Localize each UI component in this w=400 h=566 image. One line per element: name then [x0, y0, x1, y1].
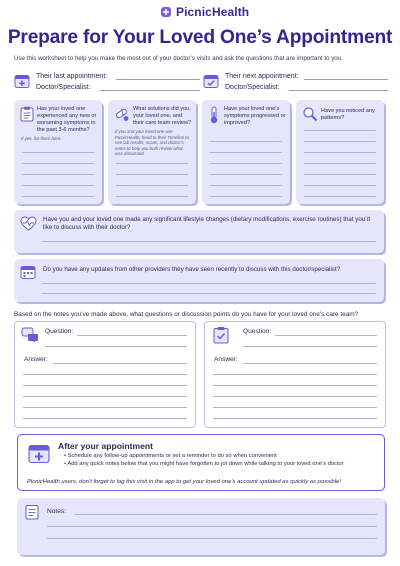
calendar-check-icon — [203, 73, 219, 89]
answer-line[interactable] — [243, 363, 377, 364]
answer-line[interactable] — [304, 152, 376, 153]
answer-line[interactable] — [275, 335, 377, 336]
page-title: Prepare for Your Loved One’s Appointment — [7, 27, 393, 48]
notes-label: Notes: — [47, 508, 67, 515]
page-subtitle: Use this worksheet to help you make the most out of your doctor’s visits and ask the questions that are important to you. — [14, 55, 343, 62]
answer-line[interactable] — [116, 174, 188, 175]
after-note: PicnicHealth users, don’t forget to log this visit in the app to get your loved one’s account updated as quickly as possible! — [27, 479, 341, 485]
last-doctor-field[interactable] — [100, 90, 200, 91]
question-hint: If you and your loved one use PicnicHealth, head to their Timeline to see lab results, scans, and doctor’s notes to help you both review what was discussed. — [115, 129, 189, 156]
next-doctor-label: Doctor/Specialist: — [225, 84, 280, 91]
answer-line[interactable] — [210, 141, 282, 142]
calendar-plus-icon — [14, 73, 30, 89]
question-card-lifestyle — [14, 210, 384, 253]
answer-line[interactable] — [116, 163, 188, 164]
last-appointment-block — [14, 69, 204, 97]
answer-line[interactable] — [243, 346, 377, 347]
answer-line[interactable] — [210, 196, 282, 197]
answer-line[interactable] — [23, 385, 187, 386]
question-card-providers — [14, 259, 384, 302]
magnifier-icon — [302, 106, 318, 122]
after-bullets — [64, 452, 382, 469]
last-doctor-label: Doctor/Specialist: — [36, 84, 91, 91]
answer-line[interactable] — [210, 152, 282, 153]
clipboard-check-icon — [213, 326, 229, 344]
answer-line[interactable] — [304, 141, 376, 142]
next-appointment-label: Their next appointment: — [225, 73, 299, 80]
question-card-patterns — [296, 100, 384, 204]
answer-line[interactable] — [23, 418, 187, 419]
answer-line[interactable] — [23, 374, 187, 375]
brand-name: PicnicHealth — [176, 5, 250, 19]
next-appointment-block — [203, 69, 393, 97]
answer-line[interactable] — [22, 185, 94, 186]
thermometer-icon — [209, 106, 219, 124]
picnichealth-logo-icon — [160, 6, 172, 18]
question-label: Question: — [243, 328, 272, 335]
chat-icon — [21, 327, 39, 343]
calendar-icon — [20, 264, 36, 280]
answer-line[interactable] — [22, 174, 94, 175]
question-card-symptoms — [14, 100, 102, 204]
qa-block-left — [14, 321, 196, 428]
answer-line[interactable] — [45, 346, 187, 347]
pills-icon — [114, 106, 130, 122]
clipboard-icon — [20, 106, 34, 122]
answer-line[interactable] — [213, 374, 377, 375]
answer-line[interactable] — [116, 185, 188, 186]
answer-line[interactable] — [213, 396, 377, 397]
question-label: Question: — [45, 328, 74, 335]
answer-line[interactable] — [213, 407, 377, 408]
answer-line[interactable] — [116, 196, 188, 197]
answer-line[interactable] — [210, 174, 282, 175]
after-bullet: • Schedule any follow-up appointments or set a reminder to do so when convenient — [64, 453, 277, 459]
answer-line[interactable] — [23, 396, 187, 397]
answer-line[interactable] — [22, 152, 94, 153]
question-text: Do you have any updates from other providers they have seen recently to discuss with this doctor/specialist? — [43, 266, 341, 273]
answer-line[interactable] — [42, 293, 376, 294]
answer-line[interactable] — [42, 241, 376, 242]
question-text: What solutions did you, your loved one, and their care team review? — [133, 106, 192, 126]
answer-line[interactable] — [304, 163, 376, 164]
next-appointment-field[interactable] — [304, 79, 388, 80]
qa-block-right — [204, 321, 386, 428]
next-doctor-field[interactable] — [289, 90, 388, 91]
answer-label: Answer: — [24, 356, 48, 363]
notepad-icon — [25, 504, 39, 520]
notes-line[interactable] — [47, 538, 377, 539]
notes-line[interactable] — [75, 514, 377, 515]
answer-line[interactable] — [77, 335, 187, 336]
question-text: Have your loved one’s symptoms progressed or improved? — [224, 106, 286, 126]
heart-pulse-icon — [20, 216, 37, 231]
question-text: Have you noticed any patterns? — [321, 108, 375, 121]
question-hint: If yes, list them here: — [21, 136, 62, 141]
brand-logo — [160, 5, 249, 19]
answer-line[interactable] — [304, 196, 376, 197]
answer-line[interactable] — [210, 185, 282, 186]
answer-line[interactable] — [304, 174, 376, 175]
qa-intro: Based on the notes you’ve made above, what questions or discussion points do you have for your loved one’s care team? — [14, 311, 359, 318]
answer-line[interactable] — [210, 163, 282, 164]
answer-line[interactable] — [53, 363, 187, 364]
answer-line[interactable] — [304, 130, 376, 131]
after-title: After your appointment — [58, 441, 154, 451]
answer-line[interactable] — [23, 407, 187, 408]
answer-label: Answer: — [214, 356, 238, 363]
question-card-progress — [202, 100, 290, 204]
question-card-solutions — [108, 100, 196, 204]
answer-line[interactable] — [22, 163, 94, 164]
question-text: Have you and your loved one made any significant lifestyle changes (dietary modifications, exercise routines) that you’d like to discuss with their doctor? — [43, 216, 371, 232]
question-text: Has your loved one experienced any new or worsening symptoms in the past 3-6 months? — [37, 106, 97, 133]
answer-line[interactable] — [22, 196, 94, 197]
answer-line[interactable] — [213, 418, 377, 419]
last-appointment-label: Their last appointment: — [36, 73, 108, 80]
last-appointment-field[interactable] — [116, 79, 200, 80]
after-bullet: • Add any quick notes below that you might have forgotten to jot down while talking to your loved one’s doctor — [64, 461, 344, 468]
answer-line[interactable] — [213, 385, 377, 386]
answer-line[interactable] — [304, 185, 376, 186]
answer-line[interactable] — [42, 283, 376, 284]
calendar-plus-icon — [28, 442, 50, 464]
after-appointment-box — [17, 434, 385, 491]
notes-card — [17, 498, 385, 555]
notes-line[interactable] — [47, 526, 377, 527]
